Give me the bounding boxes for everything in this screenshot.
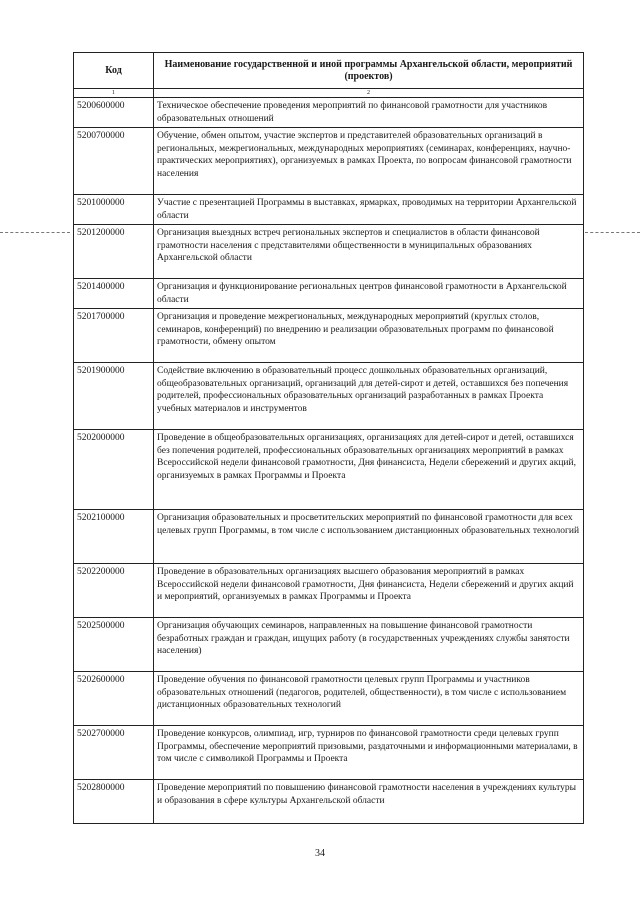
table-row xyxy=(74,279,584,309)
row-name: Техническое обеспечение проведения мероприятий по финансовой грамотности для участников образовательных отношений xyxy=(154,98,584,128)
column-number-2: 2 xyxy=(154,89,584,98)
scan-dash-left xyxy=(0,232,70,233)
table-row xyxy=(74,128,584,195)
row-name: Организация и функционирование региональных центров финансовой грамотности в Архангельской области xyxy=(154,279,584,309)
row-code: 5202100000 xyxy=(74,510,154,564)
row-name: Проведение конкурсов, олимпиад, игр, турниров по финансовой грамотности среди целевых групп Программы, обеспечение мероприятий призовыми, раздаточными и информационными материалами, в том числе с символикой Программы и Проекта xyxy=(154,726,584,780)
table-row xyxy=(74,510,584,564)
table-row xyxy=(74,430,584,510)
row-code: 5200700000 xyxy=(74,128,154,195)
row-name: Проведение мероприятий по повышению финансовой грамотности населения в учреждениях культуры и образования в сфере культуры Архангельской области xyxy=(154,780,584,824)
page-number: 34 xyxy=(315,848,325,859)
row-name: Проведение обучения по финансовой грамотности целевых групп Программы и участников образовательных отношений (педагогов, родителей, общественности), в том числе с использованием дистанционных образовательных технологий xyxy=(154,672,584,726)
row-code: 5202600000 xyxy=(74,672,154,726)
row-code: 5202500000 xyxy=(74,618,154,672)
row-code: 5201000000 xyxy=(74,195,154,225)
budget-codes-table xyxy=(73,52,584,824)
row-name: Организация обучающих семинаров, направленных на повышение финансовой грамотности безработных граждан и граждан, ищущих работу (в государственных учреждениях службы занятости населения) xyxy=(154,618,584,672)
row-name: Проведение в общеобразовательных организациях, организациях для детей-сирот и детей, оставшихся без попечения родителей, профессиональных образовательных организациях мероприятий в рамках Всероссийской недели финансовой грамотности, Дня финансиста, Недели сбережений и других акций, организуемых в рамках Программы и Проекта xyxy=(154,430,584,510)
row-code: 5202800000 xyxy=(74,780,154,824)
table-row xyxy=(74,309,584,363)
table-row xyxy=(74,672,584,726)
row-name: Обучение, обмен опытом, участие экспертов и представителей образовательных организаций в региональных, межрегиональных, международных мероприятиях (семинарах, конференциях, научно-практических мероприятиях), организуемых в рамках Проекта, по вопросам финансовой грамотности населения xyxy=(154,128,584,195)
row-name: Организация выездных встреч региональных экспертов и специалистов в области финансовой грамотности населения с представителями общественности в муниципальных образованиях Архангельской области xyxy=(154,225,584,279)
row-code: 5201700000 xyxy=(74,309,154,363)
table-row xyxy=(74,780,584,824)
table-body xyxy=(74,98,584,824)
header-name: Наименование государственной и иной программы Архангельской области, мероприятий (проектов) xyxy=(154,53,584,89)
row-name: Содействие включению в образовательный процесс дошкольных образовательных организаций, общеобразовательных организаций, организаций для детей-сирот и детей, оставшихся без попечения родителей, профессиональных образовательных организаций разработанных в рамках Проекта учебных материалов и инструментов xyxy=(154,363,584,430)
row-code: 5201400000 xyxy=(74,279,154,309)
row-name: Проведение в образовательных организациях высшего образования мероприятий в рамках Всероссийской недели финансовой грамотности, Дня финансиста, Недели сбережений и других акций и мероприятий, организуемых в рамках Программы и Проекта xyxy=(154,564,584,618)
table-row xyxy=(74,98,584,128)
row-code: 5200600000 xyxy=(74,98,154,128)
row-code: 5201900000 xyxy=(74,363,154,430)
table-row xyxy=(74,564,584,618)
table-row xyxy=(74,363,584,430)
row-code: 5201200000 xyxy=(74,225,154,279)
table-row xyxy=(74,195,584,225)
row-name: Организация и проведение межрегиональных, международных мероприятий (круглых столов, семинаров, конференций) по внедрению и реализации образовательных программ по финансовой грамотности, обмену опытом xyxy=(154,309,584,363)
row-name: Участие с презентацией Программы в выставках, ярмарках, проводимых на территории Архангельской области xyxy=(154,195,584,225)
table-row xyxy=(74,225,584,279)
scan-dash-right xyxy=(585,232,640,233)
column-number-1: 1 xyxy=(74,89,154,98)
row-code: 5202200000 xyxy=(74,564,154,618)
table-row xyxy=(74,618,584,672)
header-code: Код xyxy=(74,53,154,89)
table-row xyxy=(74,726,584,780)
row-code: 5202000000 xyxy=(74,430,154,510)
row-name: Организация образовательных и просветительских мероприятий по финансовой грамотности для всех целевых групп Программы, в том числе с использованием дистанционных образовательных технологий xyxy=(154,510,584,564)
row-code: 5202700000 xyxy=(74,726,154,780)
